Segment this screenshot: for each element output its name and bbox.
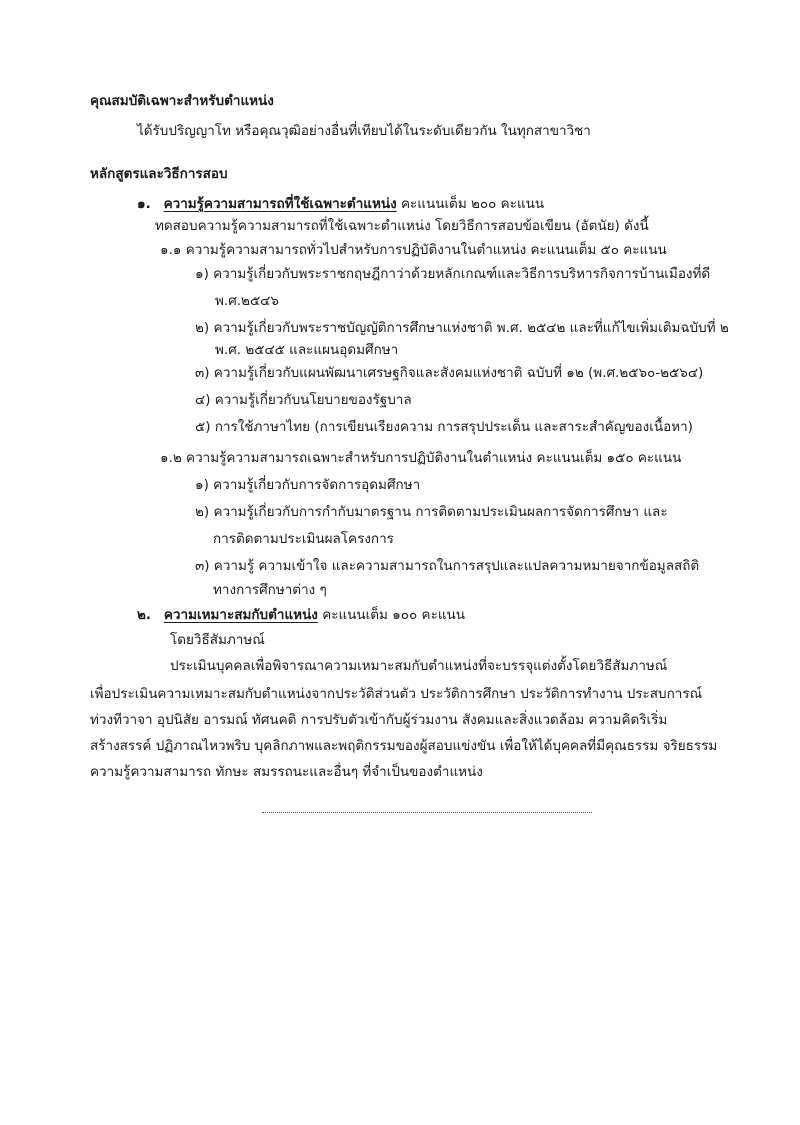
sub2-item-continued: การติดตามประเมินผลโครงการ — [213, 531, 394, 547]
sub1-item: ๑) ความรู้เกี่ยวกับพระราชกฤษฎีกาว่าด้วยหลักเกณฑ์และวิธีการบริหารกิจการบ้านเมืองที่ดี — [195, 266, 711, 282]
section2-paragraph-line: เพื่อประเมินความเหมาะสมกับตำแหน่งจากประวัติส่วนตัว ประวัติการศึกษา ประวัติการทำงาน ประสบการณ์ — [90, 686, 703, 702]
qualifications-text: ได้รับปริญญาโท หรือคุณวุฒิอย่างอื่นที่เทียบได้ในระดับเดียวกัน ในทุกสาขาวิชา — [137, 123, 591, 139]
section1-intro: ทดสอบความรู้ความสามารถที่ใช้เฉพาะตำแหน่ง โดยวิธีการสอบข้อเขียน (อัตนัย) ดังนี้ — [155, 218, 649, 234]
section2-title: ความเหมาะสมกับตำแหน่ง — [163, 607, 318, 623]
sub2-item: ๓) ความรู้ ความเข้าใจ และความสามารถในการสรุปและแปลความหมายจากข้อมูลสถิติ — [195, 558, 700, 574]
section2-heading — [137, 605, 465, 625]
section1-number: ๑. — [137, 196, 151, 212]
section2-paragraph-line: ความรู้ความสามารถ ทักษะ สมรรถนะและอื่นๆ ที่จำเป็นของตำแหน่ง — [90, 764, 483, 780]
sub1-item: ๔) ความรู้เกี่ยวกับนโยบายของรัฐบาล — [195, 392, 412, 408]
section2-number: ๒. — [137, 607, 152, 623]
sub1-item-continued: พ.ศ. ๒๕๔๕ และแผนอุดมศึกษา — [215, 342, 399, 358]
section2-paragraph-line: ท่วงทีวาจา อุปนิสัย อารมณ์ ทัศนคติ การปรับตัวเข้ากับผู้ร่วมงาน สังคมและสิ่งแวดล้อม ความคิดริเริ่ม — [90, 712, 668, 728]
section2-paragraph-line: สร้างสรรค์ ปฏิภาณไหวพริบ บุคลิกภาพและพฤติกรรมของผู้สอบแข่งขัน เพื่อให้ได้บุคคลที่มีคุณธรรม จริยธรรม — [90, 738, 718, 754]
sub1-item: ๒) ความรู้เกี่ยวกับพระราชบัญญัติการศึกษาแห่งชาติ พ.ศ. ๒๕๔๒ และที่แก้ไขเพิ่มเติมฉบับที่ ๒ — [195, 320, 729, 336]
section2-paragraph-line: ประเมินบุคคลเพื่อพิจารณาความเหมาะสมกับตำแหน่งที่จะบรรจุแต่งตั้งโดยวิธีสัมภาษณ์ — [170, 658, 668, 674]
sub2-item: ๑) ความรู้เกี่ยวกับการจัดการอุดมศึกษา — [195, 477, 421, 493]
dotted-divider — [262, 812, 592, 813]
sub1-title: ๑.๑ ความรู้ความสามารถทั่วไปสำหรับการปฏิบัติงานในตำแหน่ง คะแนนเต็ม ๕๐ คะแนน — [160, 242, 667, 258]
qualifications-heading: คุณสมบัติเฉพาะสำหรับตำแหน่ง — [90, 93, 274, 109]
section2-score: คะแนนเต็ม ๑๐๐ คะแนน — [322, 607, 465, 623]
section2-method: โดยวิธีสัมภาษณ์ — [170, 632, 265, 648]
section1-score: คะแนนเต็ม ๒๐๐ คะแนน — [401, 196, 545, 212]
sub2-title: ๑.๒ ความรู้ความสามารถเฉพาะสำหรับการปฏิบัติงานในตำแหน่ง คะแนนเต็ม ๑๕๐ คะแนน — [160, 450, 682, 466]
sub2-item-continued: ทางการศึกษาต่าง ๆ — [213, 582, 327, 598]
curriculum-heading: หลักสูตรและวิธีการสอบ — [90, 166, 228, 182]
sub1-item-continued: พ.ศ.๒๕๔๖ — [215, 293, 279, 309]
sub1-item: ๓) ความรู้เกี่ยวกับแผนพัฒนาเศรษฐกิจและสังคมแห่งชาติ ฉบับที่ ๑๒ (พ.ศ.๒๕๖๐-๒๕๖๔) — [195, 365, 704, 381]
section1-title: ความรู้ความสามารถที่ใช้เฉพาะตำแหน่ง — [163, 196, 397, 212]
sub2-item: ๒) ความรู้เกี่ยวกับการกำกับมาตรฐาน การติดตามประเมินผลการจัดการศึกษา และ — [195, 504, 668, 520]
sub1-item: ๕) การใช้ภาษาไทย (การเขียนเรียงความ การสรุปประเด็น และสาระสำคัญของเนื้อหา) — [195, 419, 693, 435]
section1-heading — [137, 194, 544, 214]
